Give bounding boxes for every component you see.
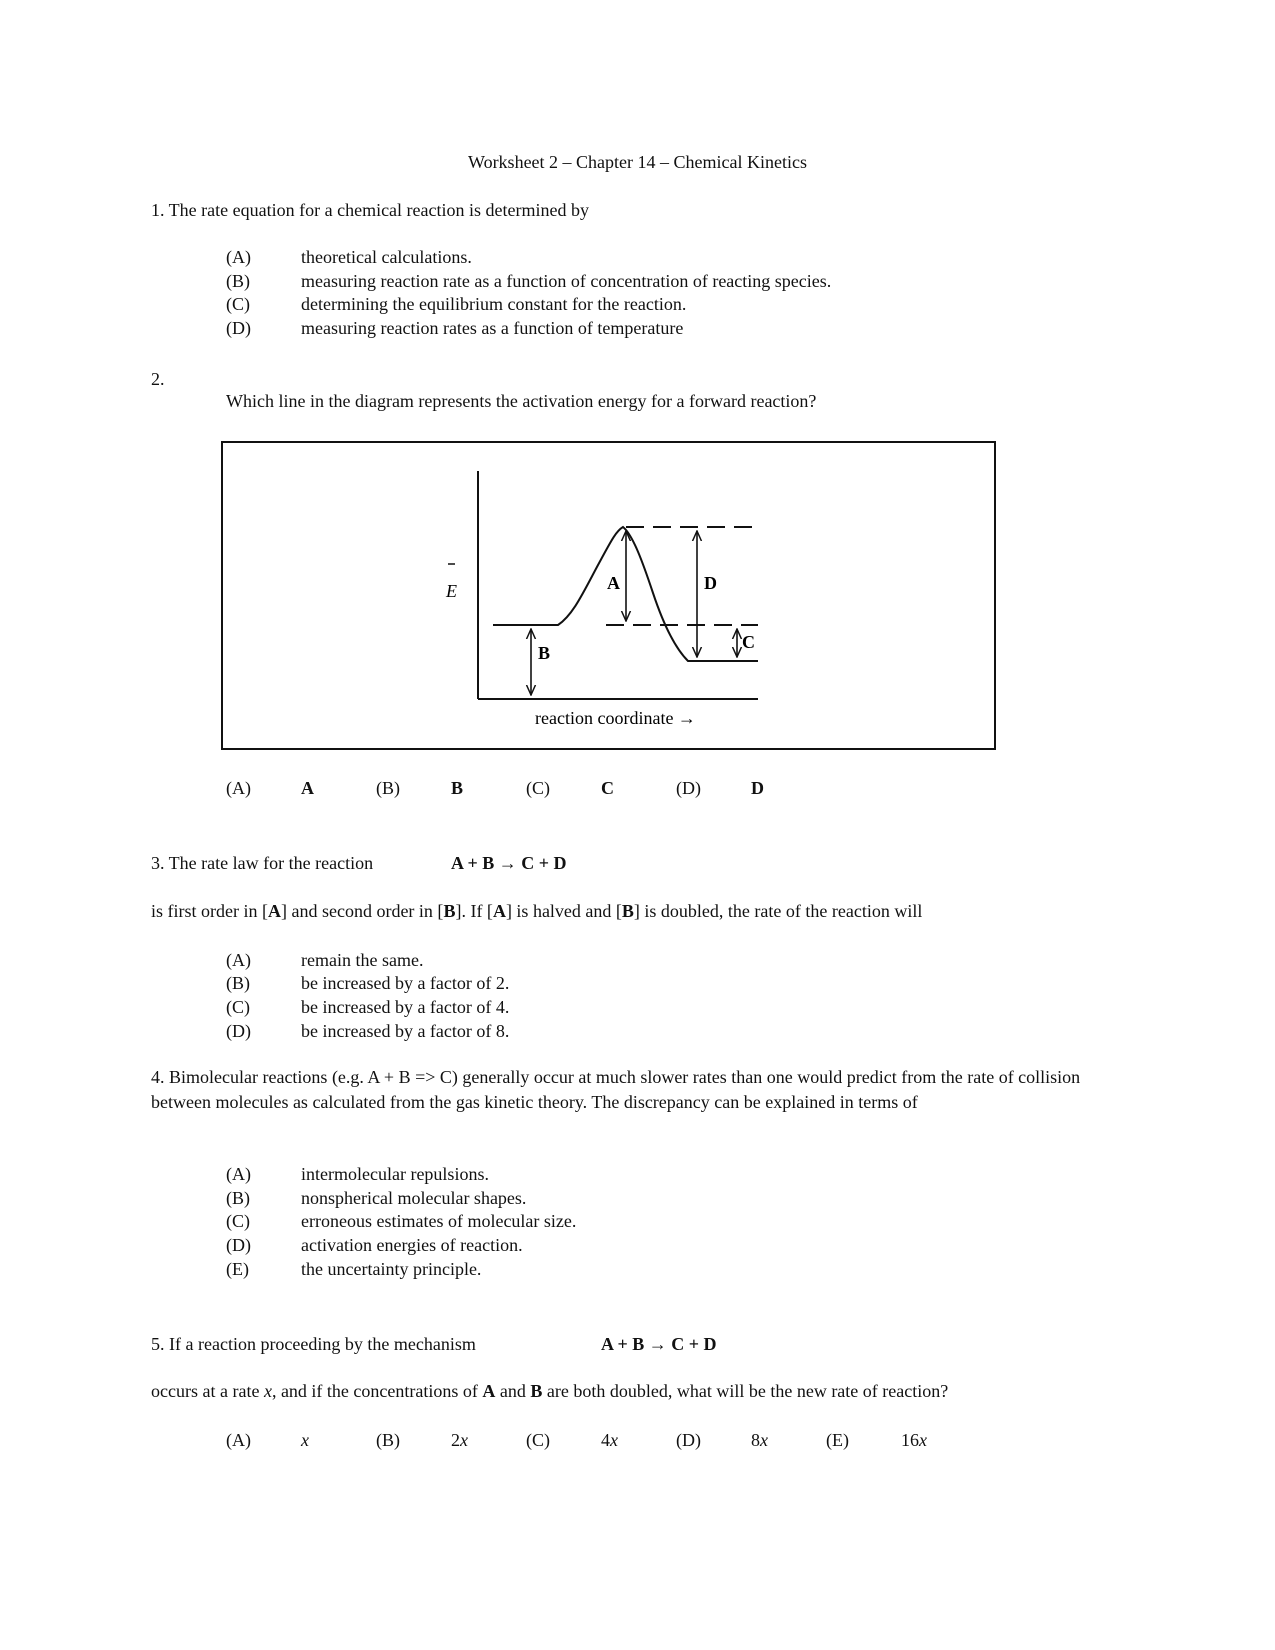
q3-line2-part3: ]. If [ bbox=[455, 901, 493, 921]
q2-option-a-letter: (A) bbox=[226, 778, 251, 798]
q4-option-a-text: intermolecular repulsions. bbox=[301, 1164, 489, 1184]
q5-option-a-var: x bbox=[301, 1430, 309, 1450]
q5-line2-x: x bbox=[263, 1381, 272, 1401]
label-b: B bbox=[538, 643, 551, 663]
q3-line2-a2: A bbox=[492, 901, 506, 921]
q1-option-c-text: determining the equilibrium constant for the reaction. bbox=[301, 294, 687, 314]
question-2-text: Which line in the diagram represents the activation energy for a forward reaction? bbox=[226, 391, 817, 411]
q3-line2-part4: ] is halved and [ bbox=[505, 901, 622, 921]
question-3-text: 3. The rate law for the reaction bbox=[151, 853, 374, 873]
energy-diagram bbox=[223, 443, 994, 748]
q3-option-a-letter: (A) bbox=[226, 950, 251, 970]
q1-option-a-text: theoretical calculations. bbox=[301, 247, 472, 267]
q5-option-c-value bbox=[601, 1430, 618, 1451]
q3-option-d-letter: (D) bbox=[226, 1021, 251, 1041]
q3-line2-part5: ] is doubled, the rate of the reaction will bbox=[633, 901, 923, 921]
q5-line2-part3: and bbox=[495, 1381, 531, 1401]
q2-option-b-text: B bbox=[451, 778, 464, 798]
q5-option-c-coef: 4 bbox=[601, 1430, 610, 1450]
y-axis-label: E bbox=[446, 581, 457, 601]
question-5-line2 bbox=[151, 1381, 948, 1402]
q3-option-a-text: remain the same. bbox=[301, 950, 424, 970]
q1-option-d-text: measuring reaction rates as a function of temperature bbox=[301, 318, 684, 338]
q3-option-c-letter: (C) bbox=[226, 997, 250, 1017]
question-5-equation: A + B → C + D bbox=[601, 1334, 717, 1354]
q5-line2-part4: are both doubled, what will be the new rate of reaction? bbox=[542, 1381, 949, 1401]
q1-option-b-text: measuring reaction rate as a function of concentration of reacting species. bbox=[301, 271, 832, 291]
q3-option-b-text: be increased by a factor of 2. bbox=[301, 973, 510, 993]
q1-option-d-letter: (D) bbox=[226, 318, 251, 338]
q3-option-b-letter: (B) bbox=[226, 973, 250, 993]
q5-option-d-value bbox=[751, 1430, 768, 1451]
question-4-text: 4. Bimolecular reactions (e.g. A + B => C) generally occur at much slower rates than one would predict from the rate of collision between molecules as calculated from the gas kinetic theory. The discrepancy can be explained in terms of bbox=[151, 1067, 1081, 1112]
q5-option-d-coef: 8 bbox=[751, 1430, 760, 1450]
q4-option-c-text: erroneous estimates of molecular size. bbox=[301, 1211, 577, 1231]
q5-option-c-var: x bbox=[610, 1430, 618, 1450]
question-3-line2 bbox=[151, 901, 922, 922]
q5-option-b-var: x bbox=[460, 1430, 468, 1450]
q4-option-e-letter: (E) bbox=[226, 1259, 249, 1279]
q5-option-b-letter: (B) bbox=[376, 1430, 400, 1450]
q5-line2-b: B bbox=[530, 1381, 543, 1401]
q3-line2-part1: is first order in [ bbox=[151, 901, 268, 921]
q5-option-a-value bbox=[301, 1430, 309, 1451]
q5-option-e-var: x bbox=[919, 1430, 927, 1450]
q2-option-c-text: C bbox=[601, 778, 614, 798]
q1-option-a-letter: (A) bbox=[226, 247, 251, 267]
q4-option-c-letter: (C) bbox=[226, 1211, 250, 1231]
q3-line2-b2: B bbox=[621, 901, 634, 921]
q5-line2-a: A bbox=[482, 1381, 496, 1401]
q5-option-e-coef: 16 bbox=[901, 1430, 919, 1450]
q2-option-c-letter: (C) bbox=[526, 778, 550, 798]
question-1-text: 1. The rate equation for a chemical reaction is determined by bbox=[151, 200, 589, 220]
q4-option-d-text: activation energies of reaction. bbox=[301, 1235, 523, 1255]
energy-diagram-box bbox=[221, 441, 996, 750]
q5-option-d-letter: (D) bbox=[676, 1430, 701, 1450]
q5-option-e-letter: (E) bbox=[826, 1430, 849, 1450]
q3-line2-part2: ] and second order in [ bbox=[280, 901, 444, 921]
label-d: D bbox=[704, 573, 717, 593]
q3-line2-a: A bbox=[267, 901, 281, 921]
q5-option-b-coef: 2 bbox=[451, 1430, 460, 1450]
q4-option-a-letter: (A) bbox=[226, 1164, 251, 1184]
question-3-equation: A + B → C + D bbox=[451, 853, 567, 873]
q2-option-d-text: D bbox=[751, 778, 764, 798]
q2-option-a-text: A bbox=[301, 778, 314, 798]
q5-line2-part2: , and if the concentrations of bbox=[271, 1381, 483, 1401]
q5-option-b-value bbox=[451, 1430, 468, 1451]
label-a: A bbox=[607, 573, 620, 593]
q2-option-b-letter: (B) bbox=[376, 778, 400, 798]
q5-option-c-letter: (C) bbox=[526, 1430, 550, 1450]
q3-option-d-text: be increased by a factor of 8. bbox=[301, 1021, 510, 1041]
q4-option-e-text: the uncertainty principle. bbox=[301, 1259, 482, 1279]
q1-option-b-letter: (B) bbox=[226, 271, 250, 291]
q2-option-d-letter: (D) bbox=[676, 778, 701, 798]
q3-line2-b: B bbox=[443, 901, 456, 921]
q4-option-b-letter: (B) bbox=[226, 1188, 250, 1208]
label-c: C bbox=[742, 632, 755, 652]
q5-line2-part1: occurs at a rate bbox=[151, 1381, 264, 1401]
q5-option-d-var: x bbox=[760, 1430, 768, 1450]
page-title: Worksheet 2 – Chapter 14 – Chemical Kinetics bbox=[468, 152, 807, 172]
question-2-number: 2. bbox=[151, 369, 165, 389]
question-5-text: 5. If a reaction proceeding by the mechanism bbox=[151, 1334, 476, 1354]
q3-option-c-text: be increased by a factor of 4. bbox=[301, 997, 510, 1017]
q5-option-a-letter: (A) bbox=[226, 1430, 251, 1450]
q4-option-b-text: nonspherical molecular shapes. bbox=[301, 1188, 527, 1208]
x-axis-label: reaction coordinate → bbox=[535, 708, 696, 728]
q4-option-d-letter: (D) bbox=[226, 1235, 251, 1255]
q5-option-e-value bbox=[901, 1430, 927, 1451]
q1-option-c-letter: (C) bbox=[226, 294, 250, 314]
